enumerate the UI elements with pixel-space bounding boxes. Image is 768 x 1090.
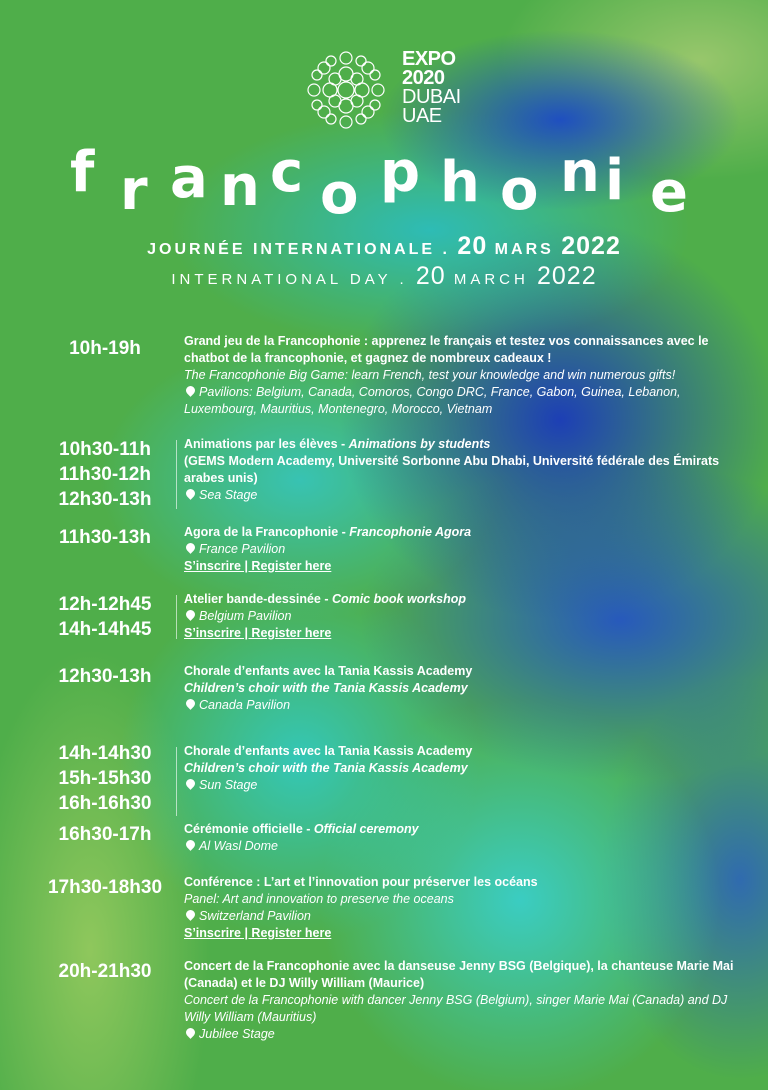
title-letter: c	[270, 140, 304, 205]
event-time: 12h-12h45	[58, 594, 152, 615]
event-time: 11h30-12h	[59, 464, 151, 485]
divider	[176, 440, 177, 509]
event-details	[184, 874, 734, 942]
event-times	[40, 822, 170, 847]
event-time: 12h30-13h	[58, 489, 152, 510]
location-text: Canada Pavilion	[199, 698, 291, 712]
divider	[176, 747, 177, 816]
event-details	[184, 591, 734, 642]
map-pin-icon	[184, 1026, 197, 1039]
event-location	[184, 487, 734, 504]
event-title-fr: Agora de la Francophonie -	[184, 525, 350, 539]
location-text: Switzerland Pavilion	[199, 909, 311, 923]
event-time: 20h-21h30	[58, 961, 152, 982]
location-text: Jubilee Stage	[199, 1027, 275, 1041]
expo-2020-logo-icon	[300, 44, 392, 136]
event-details	[184, 743, 734, 794]
event-title-fr: Cérémonie officielle -	[184, 822, 314, 836]
event-time: 16h-16h30	[58, 793, 152, 814]
title-letter: o	[320, 162, 359, 227]
title-letter: n	[220, 154, 260, 219]
event-location	[184, 838, 734, 855]
expo-text: EXPO	[402, 48, 456, 70]
event-detail: (GEMS Modern Academy, Université Sorbonne Abu Dhabi, Université fédérale des Émirats arabes unis)	[184, 454, 720, 485]
event-details	[184, 663, 734, 714]
expo-wordmark	[402, 50, 461, 126]
register-link[interactable]: S’inscrire | Register here	[184, 926, 332, 940]
title-letter: h	[440, 150, 480, 215]
year-text: 2020	[402, 67, 445, 89]
title-letter: o	[500, 158, 539, 223]
event-title	[184, 958, 734, 992]
divider	[176, 595, 177, 639]
event-title	[184, 436, 734, 453]
event-time: 15h-15h30	[58, 768, 152, 789]
event-location	[184, 541, 734, 558]
event-title-en: Comic book workshop	[331, 592, 467, 606]
event-time: 12h30-13h	[58, 666, 152, 687]
register-link[interactable]: S’inscrire | Register here	[184, 559, 332, 573]
event-title-en: Official ceremony	[313, 822, 419, 836]
location-text: Al Wasl Dome	[199, 839, 278, 853]
subtitle-french: JOURNÉE INTERNATIONALE . 20 MARS 2022	[147, 232, 621, 260]
event-title	[184, 821, 734, 838]
event-title	[184, 524, 734, 541]
event-title-fr: Chorale d’enfants avec la Tania Kassis Academy	[184, 664, 473, 678]
page-title	[70, 140, 710, 227]
event-location	[184, 908, 734, 925]
title-letter: p	[380, 140, 421, 205]
event-title	[184, 663, 734, 680]
event-title	[184, 874, 734, 891]
map-pin-icon	[184, 838, 197, 851]
city-text: DUBAI	[402, 86, 461, 108]
event-times	[40, 592, 170, 642]
event-title-fr: Chorale d’enfants avec la Tania Kassis Academy	[184, 744, 473, 758]
location-text: Pavilions: Belgium, Canada, Comoros, Congo DRC, France, Gabon, Guinea, Lebanon, Luxembourg, Mauritius, Montenegro, Morocco, Vietnam	[184, 385, 681, 416]
map-pin-icon	[184, 608, 197, 621]
event-details	[184, 958, 734, 1043]
subtitle-english: INTERNATIONAL DAY . 20 MARCH 2022	[171, 262, 597, 290]
event-title-fr: Conférence : L’art et l’innovation pour préserver les océans	[184, 875, 538, 889]
event-time: 11h30-13h	[59, 527, 151, 548]
title-letter: e	[650, 160, 688, 225]
event-time: 10h-19h	[69, 338, 141, 359]
title-letter: r	[120, 158, 148, 223]
event-time: 16h30-17h	[58, 824, 152, 845]
event-title-fr: Animations par les élèves -	[184, 437, 349, 451]
event-time: 14h-14h30	[58, 743, 152, 764]
event-title-en: Panel: Art and innovation to preserve the oceans	[184, 892, 454, 906]
event-details	[184, 436, 734, 504]
event-title-en: Children’s choir with the Tania Kassis Academy	[184, 681, 468, 695]
event-title-en: Children’s choir with the Tania Kassis Academy	[184, 761, 468, 775]
event-location	[184, 697, 734, 714]
event-location	[184, 384, 734, 418]
title-letter: a	[170, 146, 208, 211]
event-times	[40, 741, 170, 816]
event-times	[40, 959, 170, 984]
event-title	[184, 333, 734, 367]
event-time: 10h30-11h	[59, 439, 151, 460]
event-location	[184, 777, 734, 794]
event-time: 14h-14h45	[58, 619, 152, 640]
title-letter: f	[70, 140, 95, 205]
title-letter: n	[560, 140, 600, 205]
title-letter: i	[605, 148, 625, 213]
location-text: Belgium Pavilion	[199, 609, 292, 623]
event-details	[184, 524, 734, 575]
event-times	[40, 525, 170, 550]
event-title	[184, 743, 734, 760]
event-times	[40, 875, 170, 900]
event-time: 17h30-18h30	[47, 877, 163, 898]
location-text: France Pavilion	[199, 542, 286, 556]
event-times	[40, 437, 170, 512]
event-times	[40, 336, 170, 361]
event-title-fr: Atelier bande-dessinée -	[184, 592, 332, 606]
event-location	[184, 1026, 734, 1043]
map-pin-icon	[184, 541, 197, 554]
map-pin-icon	[184, 384, 197, 397]
event-title-en: Concert de la Francophonie with dancer Jenny BSG (Belgium), singer Marie Mai (Canada) and DJ Willy William (Mauritius)	[184, 993, 728, 1024]
location-text: Sun Stage	[199, 778, 258, 792]
event-title-fr: Concert de la Francophonie avec la danseuse Jenny BSG (Belgique), la chanteuse Marie Mai (Canada) et le DJ Willy William (Maurice)	[184, 959, 734, 990]
location-text: Sea Stage	[199, 488, 258, 502]
event-details	[184, 821, 734, 855]
event-details	[184, 333, 734, 418]
map-pin-icon	[184, 487, 197, 500]
map-pin-icon	[184, 777, 197, 790]
event-times	[40, 664, 170, 689]
event-title-en: The Francophonie Big Game: learn French, test your knowledge and win numerous gifts!	[184, 368, 676, 382]
event-title-fr: Grand jeu de la Francophonie : apprenez le français et testez vos connaissances avec le chatbot de la francophonie, et gagnez de nombreux cadeaux !	[184, 334, 709, 365]
map-pin-icon	[184, 908, 197, 921]
event-title-en: Francophonie Agora	[349, 525, 472, 539]
event-location	[184, 608, 734, 625]
map-pin-icon	[184, 697, 197, 710]
event-title-en: Animations by students	[348, 437, 491, 451]
event-title	[184, 591, 734, 608]
country-text: UAE	[402, 105, 442, 127]
register-link[interactable]: S’inscrire | Register here	[184, 626, 332, 640]
